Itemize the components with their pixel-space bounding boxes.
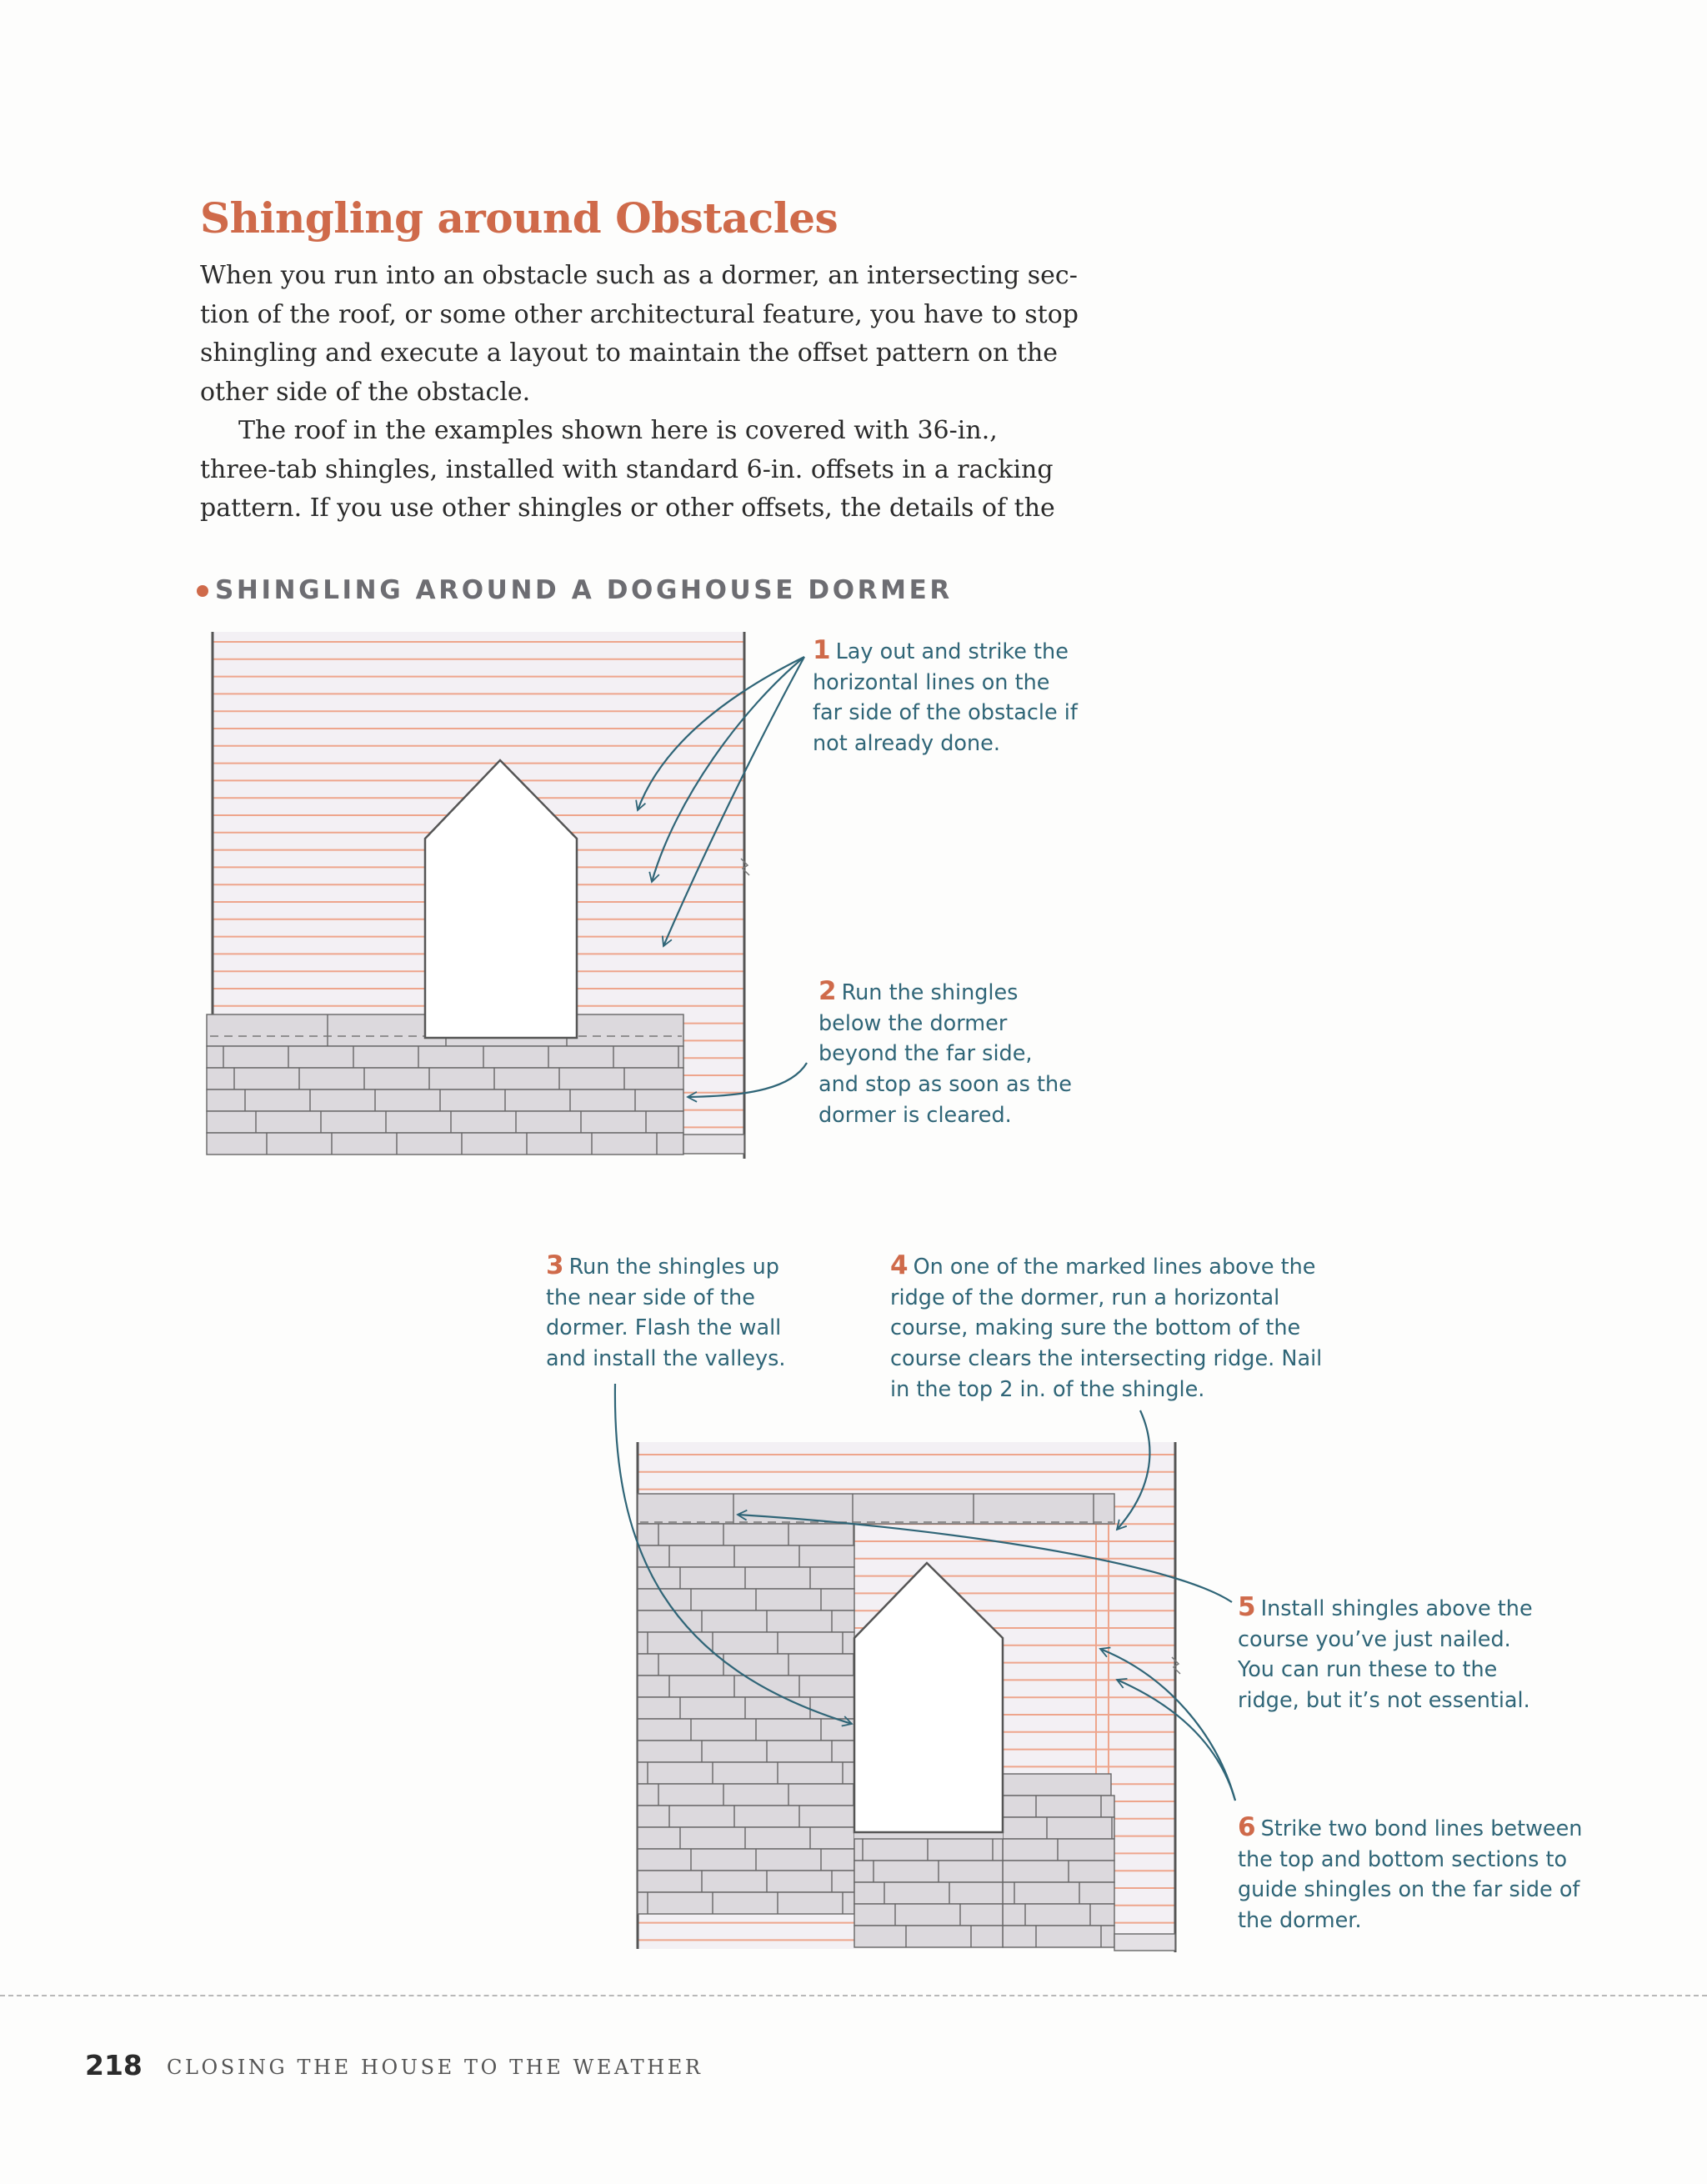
callout-line [1238, 1592, 1533, 1625]
figure-title-text: SHINGLING AROUND A DOGHOUSE DORMER [215, 575, 953, 605]
callout-number: 6 [1238, 1812, 1256, 1842]
shingle-course [638, 1719, 854, 1741]
callout-line: and stop as soon as the [818, 1072, 1072, 1098]
shingle-course [638, 1892, 854, 1914]
shingle-course [1003, 1817, 1114, 1839]
paragraph-line: The roof in the examples shown here is covered with 36-in., [238, 416, 998, 445]
shingle-course [638, 1567, 854, 1589]
callout-line [890, 1250, 1322, 1283]
shingle-course [1003, 1861, 1114, 1882]
callout-line: ridge, but it’s not essential. [1238, 1688, 1530, 1714]
callout-text: On one of the marked lines above the [913, 1255, 1316, 1280]
shingle-course [638, 1697, 854, 1719]
callout-line: course, making sure the bottom of the [890, 1315, 1301, 1341]
callout-5 [1238, 1592, 1533, 1716]
paragraph-line: three-tab shingles, installed with standard 6-in. offsets in a racking [200, 454, 1054, 484]
callout-number: 2 [818, 976, 837, 1006]
shingle-course [1003, 1904, 1114, 1926]
callout-text: Run the shingles [841, 980, 1019, 1005]
shingle-course [854, 1882, 1003, 1904]
paragraph-line: other side of the obstacle. [200, 377, 531, 407]
paragraph-line: When you run into an obstacle such as a dormer, an intersecting sec- [200, 261, 1078, 290]
shingle-course [638, 1524, 854, 1545]
callout-line [818, 976, 1072, 1009]
shingle-course [207, 1111, 683, 1133]
callout-line: in the top 2 in. of the shingle. [890, 1376, 1205, 1402]
shingle-course [638, 1806, 854, 1827]
shingle-course [638, 1589, 854, 1610]
callout-text: Strike two bond lines between [1260, 1816, 1583, 1841]
paragraph-line: pattern. If you use other shingles or other offsets, the details of the [200, 493, 1055, 523]
paragraph-line: tion of the roof, or some other architectural feature, you have to stop [200, 299, 1079, 329]
callout-line: dormer is cleared. [818, 1102, 1012, 1128]
diagram-bottom [638, 1442, 1180, 1952]
shingle-course [854, 1861, 1003, 1882]
shingle-course [638, 1762, 854, 1784]
page-number: 218 [85, 2049, 143, 2081]
shingle-course [854, 1839, 1003, 1861]
callout-number: 4 [890, 1250, 909, 1280]
callout-text: Lay out and strike the [835, 639, 1069, 664]
callout-line: beyond the far side, [818, 1041, 1033, 1067]
shingle-course [638, 1654, 854, 1676]
shingle-course [638, 1871, 854, 1892]
callout-line [813, 635, 1078, 668]
callout-number: 5 [1238, 1592, 1256, 1622]
callout-line: below the dormer [818, 1010, 1008, 1036]
paragraph-line: shingling and execute a layout to maintain the offset pattern on the [200, 338, 1059, 368]
shingle-course [638, 1741, 854, 1762]
shingle-course [1003, 1882, 1114, 1904]
callout-line: horizontal lines on the [813, 669, 1050, 695]
callout-line [546, 1250, 786, 1283]
shingle-course [638, 1784, 854, 1806]
callout-line: ridge of the dormer, run a horizontal [890, 1285, 1280, 1310]
callout-line [1238, 1812, 1582, 1845]
callout-line: guide shingles on the far side of [1238, 1877, 1580, 1903]
section-heading: Shingling around Obstacles [200, 193, 838, 243]
shingle-course [638, 1676, 854, 1697]
shingle-course [207, 1089, 683, 1111]
callout-line: course you’ve just nailed. [1238, 1626, 1511, 1652]
callout-number: 1 [813, 635, 831, 665]
top-course [638, 1494, 1114, 1524]
callout-line: the dormer. [1238, 1908, 1362, 1934]
shingle-course [638, 1827, 854, 1849]
shingle-course [638, 1610, 854, 1632]
callout-line: and install the valleys. [546, 1346, 786, 1372]
shingle-course [638, 1632, 854, 1654]
callout-1 [813, 635, 1078, 759]
callout-line: the top and bottom sections to [1238, 1846, 1568, 1872]
shingle-course [1003, 1839, 1114, 1861]
shingle-course [207, 1133, 683, 1155]
callout-line: far side of the obstacle if [813, 700, 1078, 726]
callout-line: dormer. Flash the wall [546, 1315, 782, 1341]
shingle-course [854, 1926, 1003, 1947]
callout-number: 3 [546, 1250, 564, 1280]
shingle-course [683, 1135, 744, 1154]
shingle-course [854, 1904, 1003, 1926]
callout-6 [1238, 1812, 1582, 1936]
callout-line: course clears the intersecting ridge. Nail [890, 1346, 1323, 1372]
callout-line: not already done. [813, 731, 1000, 757]
running-head: CLOSING THE HOUSE TO THE WEATHER [167, 2056, 703, 2079]
shingle-course [638, 1545, 854, 1567]
shingle-course [1003, 1796, 1114, 1817]
callout-line: You can run these to the [1238, 1657, 1498, 1683]
callout-line: the near side of the [546, 1285, 755, 1310]
diagram-top [207, 632, 749, 1159]
shingle-course [207, 1046, 683, 1068]
page-divider [0, 1995, 1707, 1996]
callout-3 [546, 1250, 786, 1375]
shingle-course [1003, 1926, 1114, 1947]
shingle-course [638, 1849, 854, 1871]
callout-4 [890, 1250, 1322, 1405]
shingle-course [1003, 1774, 1111, 1796]
callout-text: Run the shingles up [568, 1255, 779, 1280]
shingle-course [207, 1068, 683, 1089]
callout-text: Install shingles above the [1260, 1596, 1533, 1621]
callout-2 [818, 976, 1072, 1131]
shingle-course [1114, 1934, 1175, 1951]
